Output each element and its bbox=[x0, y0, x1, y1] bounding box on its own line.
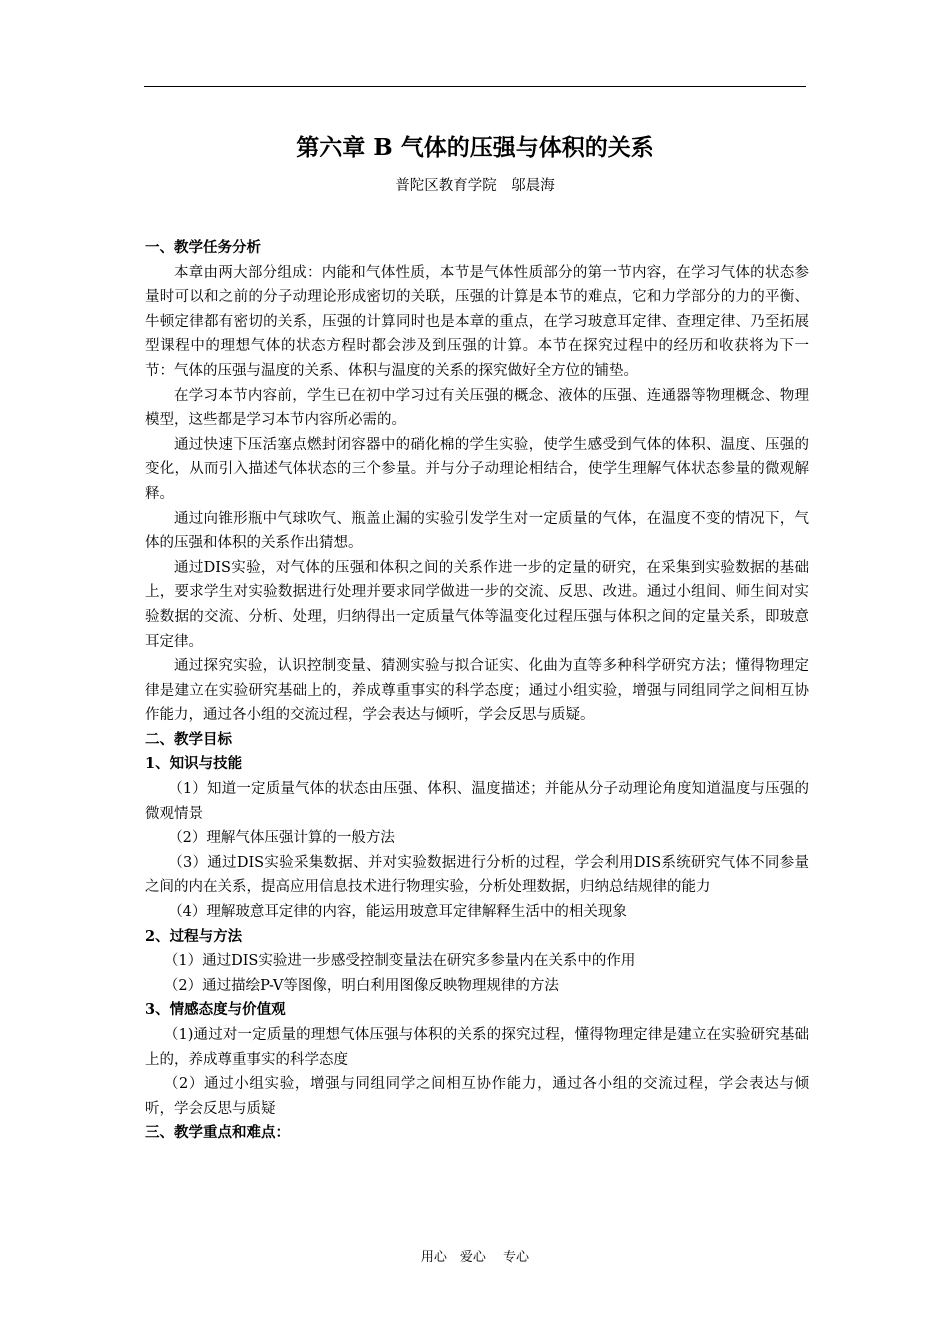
paragraph: 通过DIS实验，对气体的压强和体积之间的关系作进一步的定量的研究，在采集到实验数据的基础上，要求学生对实验数据进行处理并要求同学做进一步的交流、反思、改进。通过小组间、师生间对实验数据的交流、分析、处理，归纳得出一定质量气体等温变化过程压强与体积之间的定量关系，即玻意耳定律。 bbox=[145, 559, 809, 650]
paragraph: 在学习本节内容前，学生已在初中学习过有关压强的概念、液体的压强、连通器等物理概念、物理模型，这些都是学习本节内容所必需的。 bbox=[145, 387, 809, 429]
list-item: （2）通过描绘P-V等图像，明白利用图像反映物理规律的方法 bbox=[163, 977, 559, 994]
subsection-heading-process-method: 2、过程与方法 bbox=[145, 927, 243, 945]
section-heading-teaching-goals: 二、教学目标 bbox=[145, 730, 232, 748]
section-heading-task-analysis: 一、教学任务分析 bbox=[145, 239, 261, 256]
document-body bbox=[145, 236, 809, 1146]
list-item: （4）理解玻意耳定律的内容，能运用玻意耳定律解释生活中的相关现象 bbox=[168, 904, 627, 921]
list-item: （1）通过DIS实验进一步感受控制变量法在研究多参量内在关系中的作用 bbox=[163, 953, 636, 970]
document-author: 普陀区教育学院 邬晨海 bbox=[395, 178, 555, 194]
list-item: （3）通过DIS实验采集数据、并对实验数据进行分析的过程，学会利用DIS系统研究气体不同参量之间的内在关系，提高应用信息技术进行物理实验，分析处理数据，归纳总结规律的能力 bbox=[145, 854, 809, 896]
page-footer: 用心 爱心 专心 bbox=[420, 1250, 530, 1265]
document-title: 第六章 B 气体的压强与体积的关系 bbox=[296, 134, 654, 161]
paragraph: 通过探究实验，认识控制变量、猜测实验与拟合证实、化曲为直等多种科学研究方法；懂得物理定律是建立在实验研究基础上的，养成尊重事实的科学态度；通过小组实验，增强与同组同学之间相互协作能力，通过各小组的交流过程，学会表达与倾听，学会反思与质疑。 bbox=[145, 658, 809, 724]
list-item: （1)通过对一定质量的理想气体压强与体积的关系的探究过程，懂得物理定律是建立在实验研究基础上的，养成尊重事实的科学态度 bbox=[145, 1027, 809, 1068]
paragraph: 通过快速下压活塞点燃封闭容器中的硝化棉的学生实验，使学生感受到气体的体积、温度、压强的变化，从而引入描述气体状态的三个参量。并与分子动理论相结合，使学生理解气体状态参量的微观解释。 bbox=[145, 436, 809, 502]
paragraph: 通过向锥形瓶中气球吹气、瓶盖止漏的实验引发学生对一定质量的气体，在温度不变的情况下，气体的压强和体积的关系作出猜想。 bbox=[145, 510, 809, 552]
list-item: （2）理解气体压强计算的一般方法 bbox=[168, 830, 395, 847]
list-item: （2）通过小组实验，增强与同组同学之间相互协作能力，通过各小组的交流过程，学会表达与倾听，学会反思与质疑 bbox=[145, 1076, 809, 1117]
section-heading-key-points: 三、教学重点和难点： bbox=[145, 1124, 290, 1142]
subsection-heading-attitude-values: 3、情感态度与价值观 bbox=[145, 1001, 286, 1019]
header-rule bbox=[144, 86, 806, 87]
subsection-heading-knowledge-skills: 1、知识与技能 bbox=[145, 755, 243, 773]
paragraph: 本章由两大部分组成：内能和气体性质，本节是气体性质部分的第一节内容，在学习气体的状态参量时可以和之前的分子动理论形成密切的关联，压强的计算是本节的难点，它和力学部分的力的平衡、牛顿定律都有密切的关系，压强的计算同时也是本章的重点，在学习玻意耳定律、查理定律、乃至拓展型课程中的理想气体的状态方程时都会涉及到压强的计算。本节在探究过程中的经历和收获将为下一节：气体的压强与温度的关系、体积与温度的关系的探究做好全方位的铺垫。 bbox=[145, 264, 809, 379]
list-item: （1）知道一定质量气体的状态由压强、体积、温度描述；并能从分子动理论角度知道温度与压强的微观情景 bbox=[145, 781, 809, 822]
